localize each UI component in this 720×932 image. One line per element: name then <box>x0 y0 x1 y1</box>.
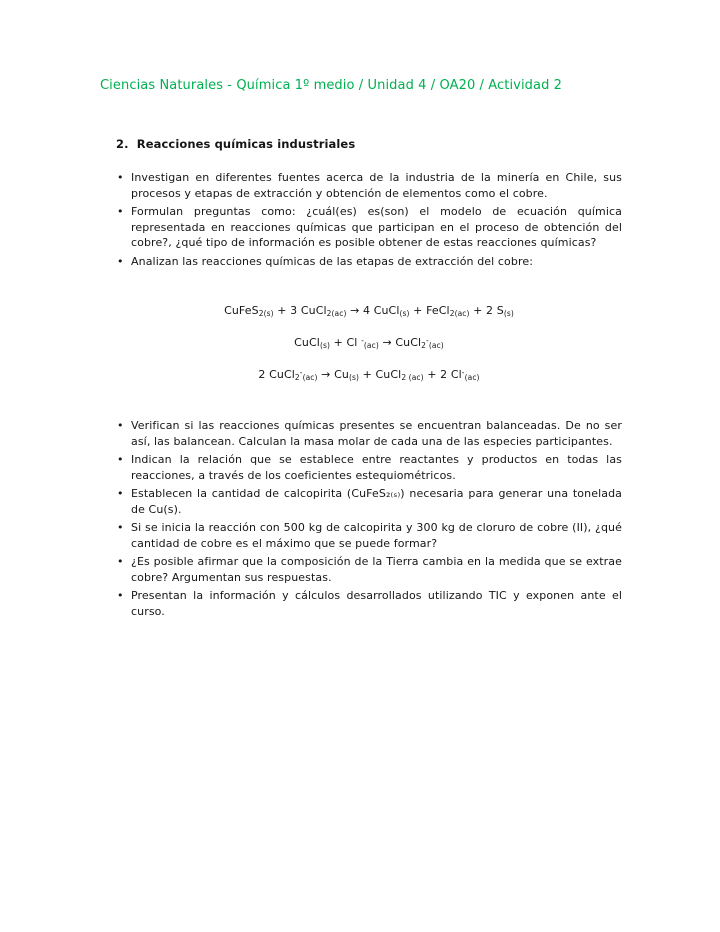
bullet-item-establecen: • Establecen la cantidad de calcopirita (CuFeS₂₍ₛ₎) necesaria para generar una tonelada de Cu(s). <box>116 486 622 517</box>
bullet-item-verifican: • Verifican si las reacciones químicas presentes se encuentran balanceadas. De no ser así, las balancean. Calculan la masa molar de cada una de las especies participantes. <box>116 418 622 449</box>
chemical-equation-1: CuFeS$_{2(s)}$ + 3 CuCl$_{2(ac)}$ → 4 CuCl$_{(s)}$ + FeCl$_{2(ac)}$ + 2 $S_{(s)}$ <box>224 304 514 318</box>
bullet-item-investigan: • Investigan en diferentes fuentes acerca de la industria de la minería en Chile, sus procesos y etapas de extracción y obtención de elementos como el cobre. <box>116 170 622 201</box>
bullet-item-indican: • Indican la relación que se establece entre reactantes y productos en todas las reacciones, a través de los coeficientes estequiométricos. <box>116 452 622 483</box>
bullet-list-top <box>116 170 622 269</box>
bullet-item-formulan: • Formulan preguntas como: ¿cuál(es) es(son) el modelo de ecuación química representada en reacciones químicas que participan en el proceso de obtención del cobre?, ¿qué tipo de información es posible obtener de estas reacciones químicas? <box>116 204 622 251</box>
page-title: Ciencias Naturales - Química 1º medio / Unidad 4 / OA20 / Actividad 2 <box>100 78 563 93</box>
chemical-equation-3: 2 CuCl$_2$-$_{(ac)}$ → $Cu_{(s)}$ + CuCl$_{2 (ac)}$ + 2 $Cl^-_{(ac)}$ <box>258 368 480 382</box>
bullet-item-presentan: • Presentan la información y cálculos desarrollados utilizando TIC y exponen ante el curso. <box>116 588 622 619</box>
bullet-item-es-posible: • ¿Es posible afirmar que la composición de la Tierra cambia en la medida que se extrae cobre? Argumentan sus respuestas. <box>116 554 622 585</box>
chemical-equation-2: CuCl$_{(s)}$ + Cl -$_{(ac)}$ → CuCl$_2$-$_{(ac)}$ <box>294 336 444 350</box>
activity-section <box>116 137 622 619</box>
bullet-list-bottom <box>116 418 622 619</box>
section-heading: 2. Reacciones químicas industriales <box>116 137 356 151</box>
bullet-item-si-se-inicia: • Si se inicia la reacción con 500 kg de calcopirita y 300 kg de cloruro de cobre (II), ¿qué cantidad de cobre es el máximo que se puede formar? <box>116 520 622 551</box>
equation-block <box>116 303 622 386</box>
bullet-item-analizan: • Analizan las reacciones químicas de las etapas de extracción del cobre: <box>116 254 622 270</box>
